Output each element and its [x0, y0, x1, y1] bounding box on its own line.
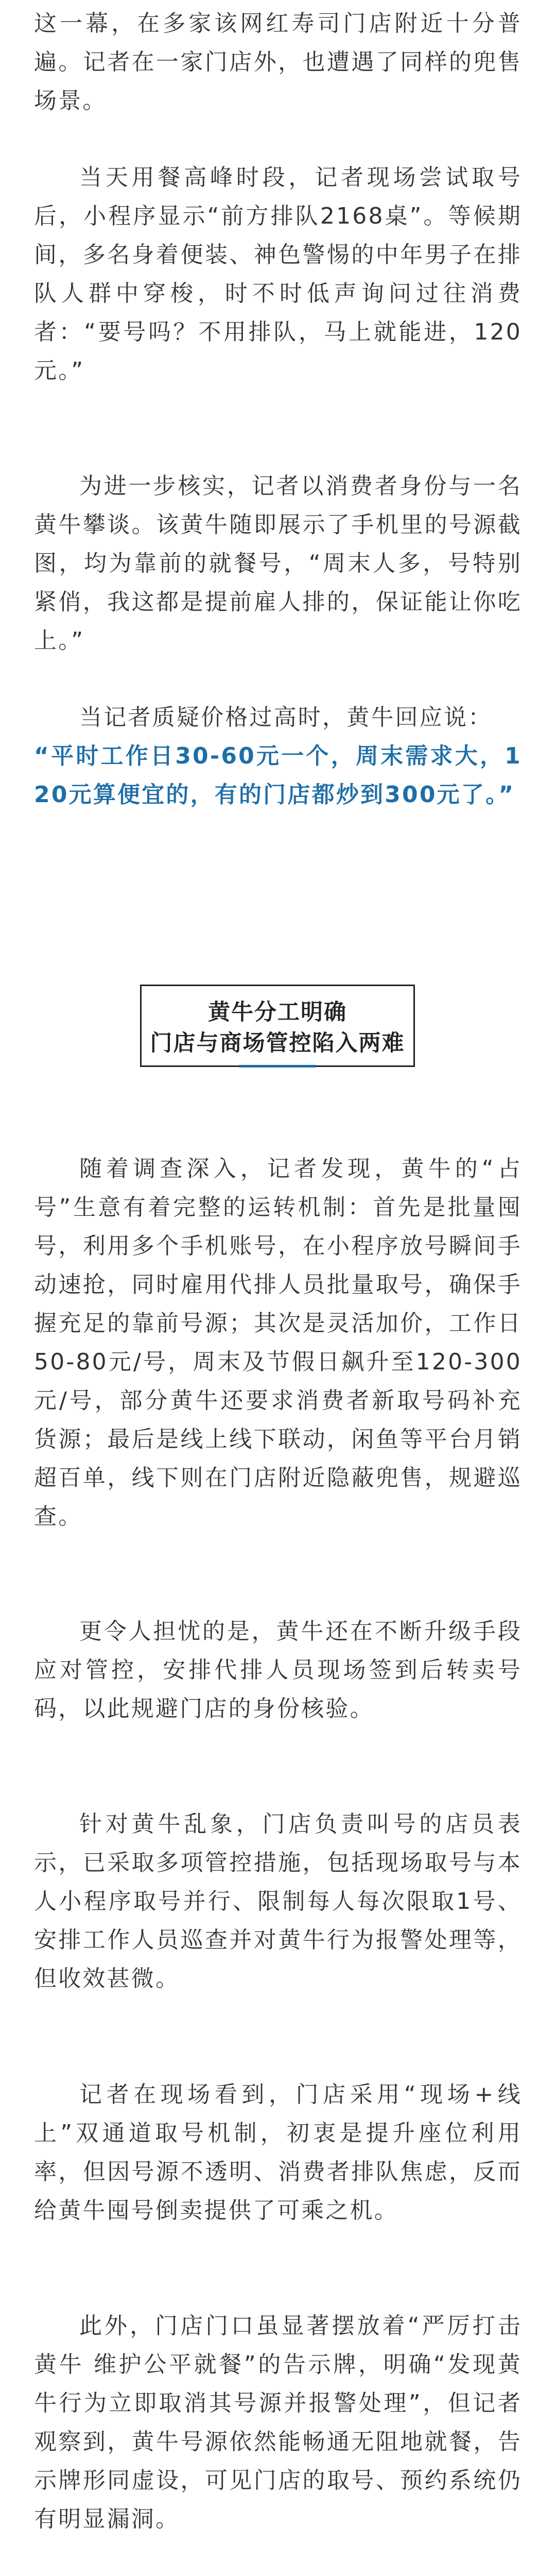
paragraph-scalper-conversation: 为进一步核实，记者以消费者身份与一名黄牛攀谈。该黄牛随即展示了手机里的号源截图，均为靠前的就餐号，“周末人多，号特别紧俏，我这都是提前雇人排的，保证能让你吃上。” — [34, 473, 522, 654]
paragraph-scene-description: 这一幕，在多家该网红寿司门店附近十分普遍。记者在一家门店外，也遭遇了同样的兜售场景。 — [34, 10, 522, 114]
paragraph-store-measures: 针对黄牛乱象，门店负责叫号的店员表示，已采取多项管控措施，包括现场取号与本人小程序取号并行、限制每人每次限取1号、安排工作人员巡查并对黄牛行为报警处理等，但收效甚微。 — [34, 1811, 522, 1992]
paragraph-dual-channel: 记者在现场看到，门店采用“现场+线上”双通道取号机制，初衷是提升座位利用率，但因号源不透明、消费者排队焦虑，反而给黄牛囤号倒卖提供了可乘之机。 — [34, 2081, 522, 2224]
paragraph-scalper-quote: “平时工作日30-60元一个，周末需求大，120元算便宜的，有的门店都炒到300元了。” — [34, 743, 522, 808]
section-heading-accent-bar — [239, 1065, 316, 1067]
paragraph-price-question: 当记者质疑价格过高时，黄牛回应说： — [79, 704, 493, 731]
paragraph-escalating-tactics: 更令人担忧的是，黄牛还在不断升级手段应对管控，安排代排人员现场签到后转卖号码，以此规避门店的身份核验。 — [34, 1618, 522, 1722]
paragraph-queue-number: 当天用餐高峰时段，记者现场尝试取号后，小程序显示“前方排队2168桌”。等候期间，多名身着便装、神色警惕的中年男子在排队人群中穿梭，时不时低声询问过往消费者：“要号吗？不用排队，马上就能进，120元。” — [34, 164, 522, 384]
paragraph-notice-board: 此外，门店门口虽显著摆放着“严厉打击黄牛 维护公平就餐”的告示牌，明确“发现黄牛行为立即取消其号源并报警处理”，但记者观察到，黄牛号源依然能畅通无阻地就餐，告示牌形同虚设，可见门店的取号、预约系统仍有明显漏洞。 — [34, 2313, 522, 2532]
section-heading — [140, 985, 415, 1067]
section-heading-subtitle: 门店与商场管控陷入两难 — [150, 1030, 405, 1056]
section-heading-title: 黄牛分工明确 — [208, 999, 347, 1025]
paragraph-scalper-mechanism: 随着调查深入，记者发现，黄牛的“占号”生意有着完整的运转机制：首先是批量囤号，利用多个手机账号，在小程序放号瞬间手动速抢，同时雇用代排人员批量取号，确保手握充足的靠前号源；其次是灵活加价，工作日50-80元/号，周末及节假日飙升至120-300元/号，部分黄牛还要求消费者新取号码补充货源；最后是线上线下联动，闲鱼等平台月销超百单，线下则在门店附近隐蔽兜售，规避巡查。 — [34, 1156, 522, 1530]
